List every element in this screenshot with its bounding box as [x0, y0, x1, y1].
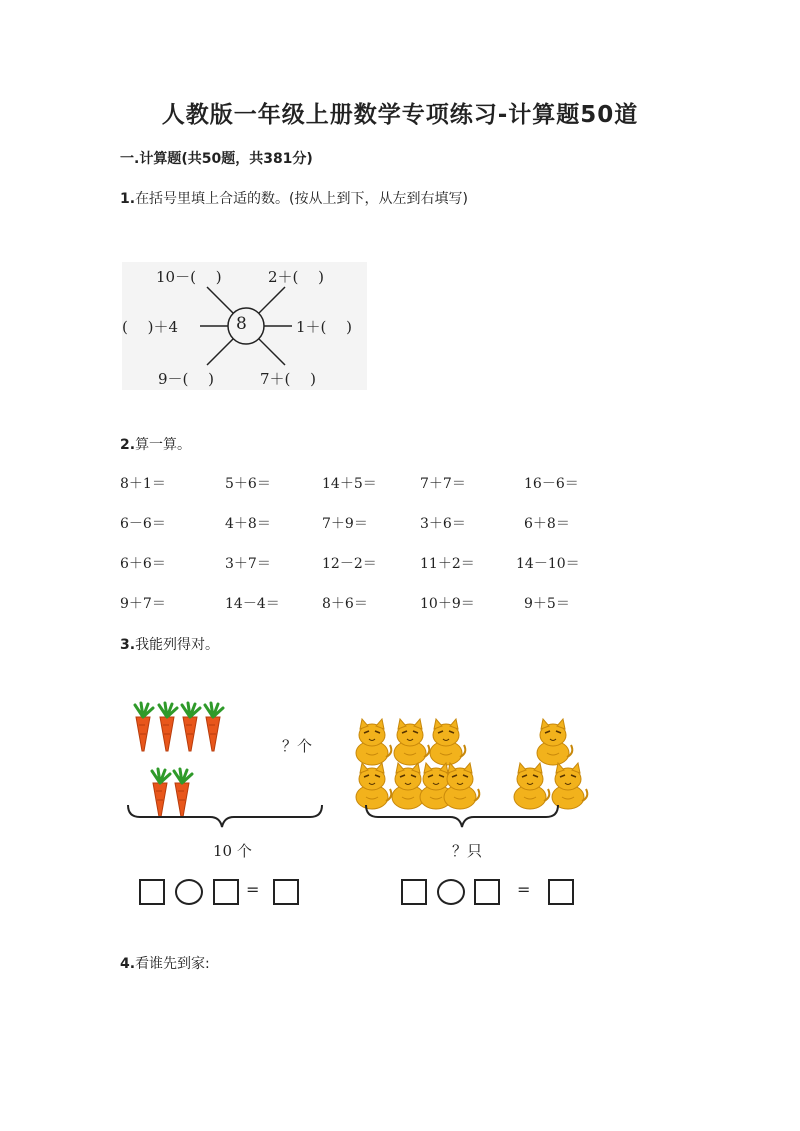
answer-box[interactable] — [474, 879, 500, 905]
answer-box[interactable] — [273, 879, 299, 905]
equation: 7＋7＝ — [420, 476, 466, 492]
question-2 — [120, 434, 191, 454]
equation: 8＋6＝ — [322, 596, 368, 612]
cat-icon — [444, 763, 479, 809]
equals-sign: = — [246, 880, 260, 899]
equation: 10＋9＝ — [420, 596, 475, 612]
cat-icon — [552, 763, 587, 809]
carrot-icon — [159, 703, 177, 751]
operator-circle[interactable] — [437, 879, 465, 905]
equation: 14－4＝ — [225, 596, 280, 612]
equation: 14－10＝ — [516, 556, 580, 572]
answer-box[interactable] — [139, 879, 165, 905]
cat-icon — [537, 719, 572, 765]
equation: 8＋1＝ — [120, 476, 166, 492]
equation: 14＋5＝ — [322, 476, 377, 492]
equation: 6－6＝ — [120, 516, 166, 532]
label-mid-right: 1＋( ) — [296, 318, 353, 336]
carrot-icon — [152, 769, 170, 817]
page-title: 人教版一年级上册数学专项练习-计算题50道 — [161, 102, 639, 128]
carrot-icon — [205, 703, 223, 751]
equation: 4＋8＝ — [225, 516, 271, 532]
question-text: 算一算。 — [135, 437, 192, 453]
cat-icon — [356, 763, 391, 809]
question-3 — [120, 634, 219, 654]
answer-box[interactable] — [548, 879, 574, 905]
equation: 16－6＝ — [524, 476, 579, 492]
label-top-right: 2＋( ) — [268, 268, 325, 286]
label-top-left: 10－( ) — [156, 268, 222, 286]
question-text: 看谁先到家: — [135, 956, 210, 972]
left-question-label: ？个 — [282, 737, 313, 755]
section-heading: 一.计算题(共50题，共381分) — [120, 151, 313, 167]
label-bottom-left: 9－( ) — [158, 370, 215, 388]
carrot-icon — [135, 703, 153, 751]
cat-icon — [356, 719, 391, 765]
cat-icon — [430, 719, 465, 765]
question-number: 3. — [120, 637, 136, 653]
equation: 6＋6＝ — [120, 556, 166, 572]
carrot-icon — [182, 703, 200, 751]
question-4 — [120, 953, 210, 973]
answer-box[interactable] — [213, 879, 239, 905]
right-total-label: ？只 — [452, 842, 483, 860]
equation: 9＋5＝ — [524, 596, 570, 612]
carrot-icon — [174, 769, 192, 817]
question-1 — [120, 188, 468, 208]
label-mid-left: ( )＋4 — [122, 318, 179, 336]
question-text: 我能列得对。 — [135, 637, 220, 653]
cat-icon — [394, 719, 429, 765]
equation: 3＋7＝ — [225, 556, 271, 572]
equation: 5＋6＝ — [225, 476, 271, 492]
equation: 9＋7＝ — [120, 596, 166, 612]
operator-circle[interactable] — [175, 879, 203, 905]
equation: 12－2＝ — [322, 556, 377, 572]
equation: 7＋9＝ — [322, 516, 368, 532]
equation: 3＋6＝ — [420, 516, 466, 532]
cat-icon — [514, 763, 549, 809]
center-number: 8 — [236, 314, 247, 334]
equals-sign: = — [517, 880, 531, 899]
question-number: 4. — [120, 956, 136, 972]
equation: 6＋8＝ — [524, 516, 570, 532]
question-number: 1. — [120, 191, 136, 207]
question-number: 2. — [120, 437, 136, 453]
label-bottom-right: 7＋( ) — [260, 370, 317, 388]
answer-box[interactable] — [401, 879, 427, 905]
left-total-label: 10 个 — [213, 842, 252, 860]
equation: 11＋2＝ — [420, 556, 475, 572]
question-text: 在括号里填上合适的数。(按从上到下，从左到右填写) — [135, 191, 468, 207]
number-sun-figure — [122, 262, 367, 390]
picture-figure — [110, 695, 600, 845]
